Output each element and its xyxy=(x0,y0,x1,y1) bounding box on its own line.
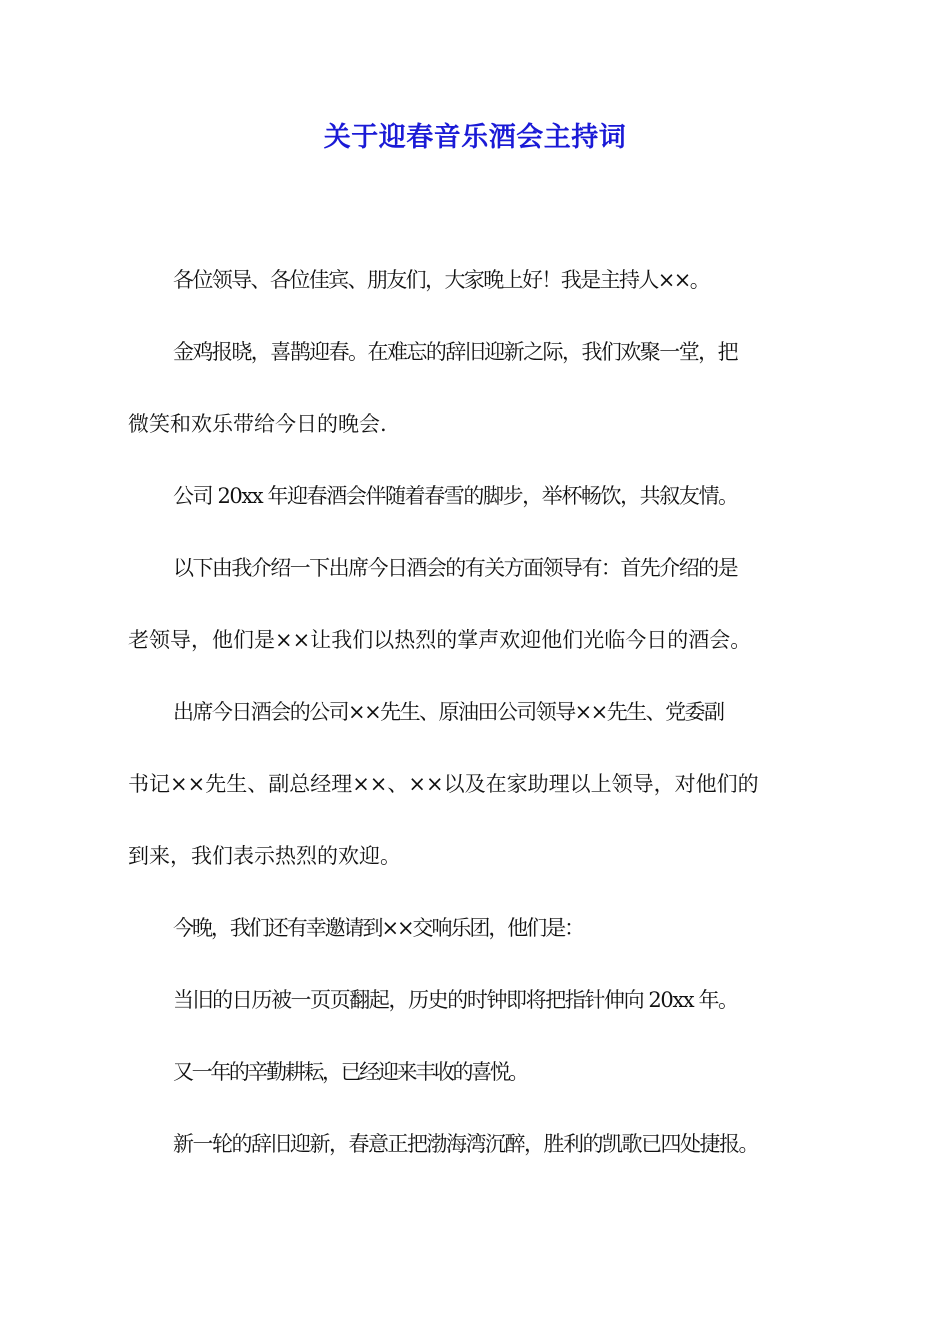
paragraph-line: 各位领导、各位佳宾、朋友们，大家晚上好！我是主持人××。 xyxy=(173,268,710,292)
paragraph xyxy=(128,1126,828,1162)
paragraph xyxy=(128,550,828,658)
paragraph xyxy=(128,910,828,946)
paragraph xyxy=(128,982,828,1018)
paragraph-line: 金鸡报晓，喜鹊迎春。在难忘的辞旧迎新之际，我们欢聚一堂，把 xyxy=(173,340,738,364)
paragraph-line: 以下由我介绍一下出席今日酒会的有关方面领导有：首先介绍的是 xyxy=(173,556,738,580)
document-body xyxy=(128,262,828,1162)
paragraph-line: 新一轮的辞旧迎新，春意正把渤海湾沉醉，胜利的凯歌已四处捷报。 xyxy=(173,1132,758,1156)
paragraph xyxy=(128,478,828,514)
paragraph-line: 又一年的辛勤耕耘，已经迎来丰收的喜悦。 xyxy=(173,1060,527,1084)
paragraph xyxy=(128,262,828,298)
paragraph-line: 书记××先生、副总经理××、××以及在家助理以上领导，对他们的 xyxy=(128,772,759,796)
paragraph xyxy=(128,1054,828,1090)
paragraph-line: 出席今日酒会的公司××先生、原油田公司领导××先生、党委副 xyxy=(173,700,724,724)
paragraph xyxy=(128,334,828,442)
paragraph-line: 微笑和欢乐带给今日的晚会. xyxy=(128,412,387,436)
paragraph-line: 到来，我们表示热烈的欢迎。 xyxy=(128,844,401,868)
paragraph-line: 公司 20xx 年迎春酒会伴随着春雪的脚步，举杯畅饮，共叙友情。 xyxy=(173,484,738,508)
paragraph xyxy=(128,694,828,874)
paragraph-line: 老领导，他们是××让我们以热烈的掌声欢迎他们光临今日的酒会。 xyxy=(128,628,752,652)
paragraph-line: 当旧的日历被一页页翻起，历史的时钟即将把指针伸向 20xx 年。 xyxy=(173,988,738,1012)
paragraph-line: 今晚，我们还有幸邀请到××交响乐团，他们是： xyxy=(173,916,584,940)
document-title: 关于迎春音乐酒会主持词 xyxy=(323,122,627,153)
